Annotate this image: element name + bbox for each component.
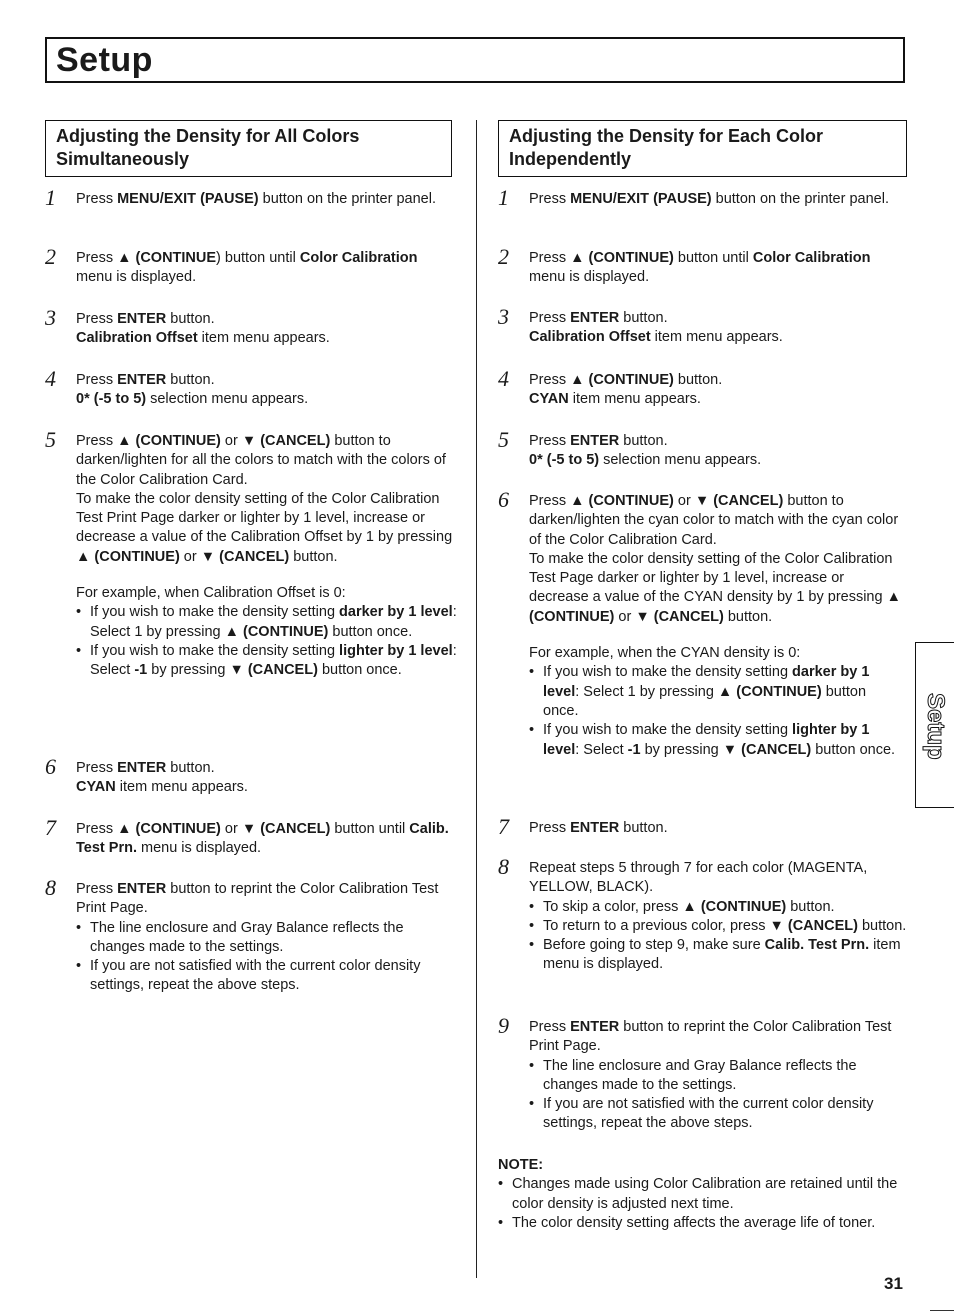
note-item: • Changes made using Color Calibration are retained until the color density is adjusted next time. xyxy=(498,1175,898,1214)
right-step-2 xyxy=(498,244,910,288)
step-number: 2 xyxy=(45,244,56,269)
step-text: Press ENTER button to reprint the Color Calibration Test Print Page. • The line enclosure and Gray Balance reflects the changes made to the settings. • If you are not satisfied with the current color density settings, repeat the above steps. xyxy=(529,1018,910,1134)
step-text: Press ▲ (CONTINUE) or ▼ (CANCEL) button until Calib. Test Prn. menu is displayed. xyxy=(76,821,449,857)
page-number: 31 xyxy=(884,1274,903,1293)
step-text: Press ▲ (CONTINUE) button. CYAN item menu appears. xyxy=(529,372,723,408)
right-step-6 xyxy=(498,487,910,760)
right-step-1 xyxy=(498,185,910,210)
left-step-5 xyxy=(45,427,457,681)
side-tab-label: Setup xyxy=(922,693,949,760)
right-step-7 xyxy=(498,814,910,839)
step-text: Press MENU/EXIT (PAUSE) button on the printer panel. xyxy=(529,191,889,207)
step-number: 1 xyxy=(498,185,509,210)
left-step-2 xyxy=(45,244,457,288)
right-step-9 xyxy=(498,1013,910,1134)
step-text: Press ENTER button. 0* (-5 to 5) selection menu appears. xyxy=(76,372,309,408)
step-text: Press ▲ (CONTINUE) button until Color Calibration menu is displayed. xyxy=(529,250,871,286)
step-number: 9 xyxy=(498,1013,509,1038)
step-text: Press ENTER button to reprint the Color Calibration Test Print Page. • The line enclosure and Gray Balance reflects the changes made to the settings. • If you are not satisfied with the current color density settings, repeat the above steps. xyxy=(76,880,457,996)
right-section-heading xyxy=(498,120,907,177)
step-text: Repeat steps 5 through 7 for each color (MAGENTA, YELLOW, BLACK). • To skip a color, press ▲ (CONTINUE) button. • To return to a previous color, press ▼ (CANCEL) button. • Before going to step 9, make sure Calib. Test Prn. item menu is displayed. xyxy=(529,859,910,975)
left-section-heading xyxy=(45,120,452,177)
left-section-heading-text: Adjusting the Density for All Colors Simultaneously xyxy=(56,126,360,169)
step-number: 5 xyxy=(498,427,509,452)
left-step-8 xyxy=(45,875,457,996)
left-step-4 xyxy=(45,366,457,410)
step-number: 4 xyxy=(498,366,509,391)
step-text: Press ENTER button. Calibration Offset item menu appears. xyxy=(529,310,783,346)
step-text: Press ▲ (CONTINUE) button until Color Calibration menu is displayed. xyxy=(76,250,418,286)
step-number: 8 xyxy=(45,875,56,900)
step-text: Press ENTER button. CYAN item menu appears. xyxy=(76,760,248,796)
step-number: 8 xyxy=(498,854,509,879)
left-step-7 xyxy=(45,815,457,859)
page-title-box xyxy=(45,37,905,83)
right-step-3 xyxy=(498,304,910,348)
left-step-1 xyxy=(45,185,457,210)
note-item: • The color density setting affects the average life of toner. xyxy=(498,1214,898,1233)
step-text: Press ▲ (CONTINUE) or ▼ (CANCEL) button to darken/lighten the cyan color to match with the cyan color of the Color Calibration Card. To make the color density setting of the Color Calibration Test Page darker or lighter by 1 level, increase or decrease a value of the CYAN density by 1 by pressing ▲ (CONTINUE) or ▼ (CANCEL) button. For example, when the CYAN density is 0: • If you wish to make the density setting darker by 1 level: Select 1 by pressing ▲ (CONTINUE) button once. • If you wish to make the density setting lighter by 1 level: Select -1 by pressing ▼ (CANCEL) button once. xyxy=(529,492,904,760)
section-side-tab xyxy=(915,642,954,808)
step-number: 7 xyxy=(498,814,509,839)
left-step-6 xyxy=(45,754,457,798)
step-number: 3 xyxy=(498,304,509,329)
right-step-5 xyxy=(498,427,910,471)
note-list xyxy=(498,1175,898,1233)
note-heading: NOTE: xyxy=(498,1157,544,1173)
step-text: Press ENTER button. 0* (-5 to 5) selection menu appears. xyxy=(529,433,762,469)
step-number: 6 xyxy=(45,754,56,779)
right-section-heading-text: Adjusting the Density for Each Color Independently xyxy=(509,126,824,169)
left-step-3 xyxy=(45,305,457,349)
step-number: 2 xyxy=(498,244,509,269)
corner-rule xyxy=(930,1310,954,1311)
right-step-8 xyxy=(498,854,910,975)
page-title: Setup xyxy=(56,41,153,79)
step-text: Press MENU/EXIT (PAUSE) button on the printer panel. xyxy=(76,191,436,207)
step-text: Press ▲ (CONTINUE) or ▼ (CANCEL) button to darken/lighten for all the colors to match with the colors of the Color Calibration Card. To make the color density setting of the Color Calibration Test Print Page darker or lighter by 1 level, increase or decrease a value of the Calibration Offset by 1 by pressing ▲ (CONTINUE) or ▼ (CANCEL) button. For example, when Calibration Offset is 0: • If you wish to make the density setting darker by 1 level: Select 1 by pressing ▲ (CONTINUE) button once. • If you wish to make the density setting lighter by 1 level: Select -1 by pressing ▼ (CANCEL) button once. xyxy=(76,432,457,681)
step-number: 6 xyxy=(498,487,509,512)
step-text: Press ENTER button. xyxy=(529,820,668,836)
note-block xyxy=(498,1156,898,1233)
step-number: 5 xyxy=(45,427,56,452)
step-number: 3 xyxy=(45,305,56,330)
step-number: 4 xyxy=(45,366,56,391)
step-text: Press ENTER button. Calibration Offset item menu appears. xyxy=(76,311,330,347)
column-divider xyxy=(476,120,477,1278)
step-number: 7 xyxy=(45,815,56,840)
step-number: 1 xyxy=(45,185,56,210)
right-step-4 xyxy=(498,366,910,410)
